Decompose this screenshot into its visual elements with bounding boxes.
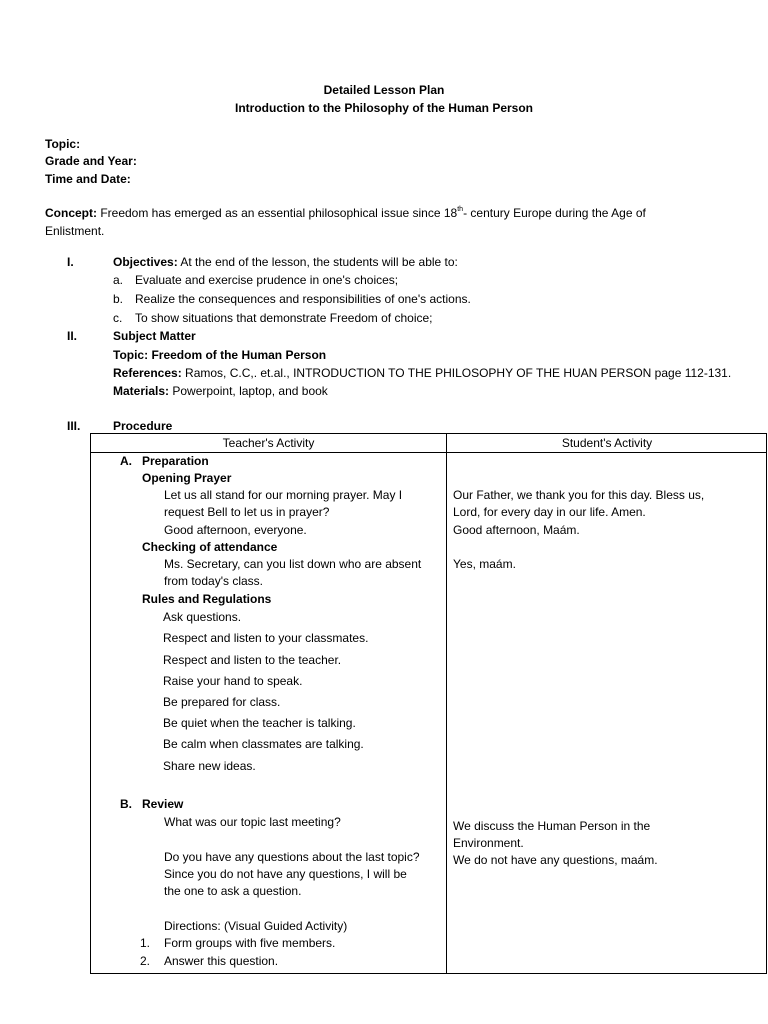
concept-line: [45, 204, 646, 222]
concept-line-2: Enlistment.: [45, 224, 105, 238]
direction-item-1: Form groups with five members.: [164, 936, 336, 950]
attendance-heading: Checking of attendance: [142, 540, 278, 554]
document-title: Detailed Lesson Plan: [323, 83, 445, 97]
grade-label: Grade and Year:: [45, 154, 137, 168]
rule-item: Respect and listen to your classmates.: [163, 631, 369, 645]
objective-letter-b: b.: [113, 292, 124, 306]
materials-line: [113, 382, 328, 400]
procedure-numeral: III.: [67, 419, 81, 433]
objectives-intro: At the end of the lesson, the students will be able to:: [177, 255, 458, 269]
concept-text-b: - century Europe during the Age of: [463, 206, 646, 220]
rule-item: Raise your hand to speak.: [163, 674, 303, 688]
student-prayer-line-1: Our Father, we thank you for this day. Bless us,: [453, 488, 705, 502]
prayer-line-2: request Bell to let us in prayer?: [164, 505, 330, 519]
direction-item-2: Answer this question.: [164, 954, 279, 968]
review-question: What was our topic last meeting?: [164, 815, 341, 829]
review-question-3: Since you do not have any questions, I will be: [164, 867, 407, 881]
subject-topic: Topic: Freedom of the Human Person: [113, 348, 327, 362]
subject-label: Subject Matter: [113, 329, 196, 343]
review-question-4: the one to ask a question.: [164, 884, 302, 898]
references-line: [113, 364, 731, 382]
direction-num-2: 2.: [140, 954, 151, 968]
references-text: Ramos, C.C,. et.al., INTRODUCTION TO THE PHILOSOPHY OF THE HUAN PERSON page 112-131.: [181, 366, 732, 380]
subject-numeral: II.: [67, 329, 78, 343]
rule-item: Share new ideas.: [163, 759, 256, 773]
directions-label: Directions:: [164, 919, 221, 933]
teacher-column-header: Teacher's Activity: [222, 436, 315, 450]
review-question-2: Do you have any questions about the last topic?: [164, 850, 420, 864]
prayer-line-1: Let us all stand for our morning prayer. May I: [164, 488, 403, 502]
student-column-header: Student's Activity: [561, 436, 653, 450]
student-review-line-3: We do not have any questions, maám.: [453, 853, 658, 867]
column-divider: [446, 434, 447, 973]
objective-letter-c: c.: [113, 311, 123, 325]
topic-label: Topic:: [45, 137, 81, 151]
review-letter: B.: [120, 797, 132, 811]
student-greeting: Good afternoon, Maám.: [453, 523, 580, 537]
opening-prayer-heading: Opening Prayer: [142, 471, 232, 485]
rule-item: Be quiet when the teacher is talking.: [163, 716, 356, 730]
rules-heading: Rules and Regulations: [142, 592, 272, 606]
concept-text-a: Freedom has emerged as an essential philosophical issue since 18: [97, 206, 458, 220]
rule-item: Respect and listen to the teacher.: [163, 653, 342, 667]
objectives-line: [113, 253, 458, 271]
procedure-label: Procedure: [113, 419, 173, 433]
direction-num-1: 1.: [140, 936, 151, 950]
materials-label: Materials:: [113, 384, 170, 398]
document-subtitle: Introduction to the Philosophy of the Human Person: [235, 101, 533, 115]
student-review-line-2: Environment.: [453, 836, 524, 850]
rule-item: Be prepared for class.: [163, 695, 281, 709]
student-prayer-line-2: Lord, for every day in our life. Amen.: [453, 505, 646, 519]
concept-sup: th: [457, 206, 464, 213]
preparation-letter: A.: [120, 454, 132, 468]
objective-item-b: Realize the consequences and responsibilities of one's actions.: [135, 292, 471, 306]
concept-label: Concept:: [45, 206, 97, 220]
objective-item-c: To show situations that demonstrate Freedom of choice;: [135, 311, 433, 325]
teacher-greeting: Good afternoon, everyone.: [164, 523, 307, 537]
rule-item: Ask questions.: [163, 610, 242, 624]
directions-text: (Visual Guided Activity): [220, 919, 348, 933]
objective-item-a: Evaluate and exercise prudence in one's choices;: [135, 273, 399, 287]
objective-letter-a: a.: [113, 273, 124, 287]
rule-item: Be calm when classmates are talking.: [163, 737, 364, 751]
time-label: Time and Date:: [45, 172, 131, 186]
directions-line: [164, 918, 347, 935]
activity-table: [90, 433, 767, 974]
attendance-line-1: Ms. Secretary, can you list down who are absent: [164, 557, 422, 571]
review-heading: Review: [142, 797, 184, 811]
attendance-line-2: from today's class.: [164, 574, 263, 588]
student-attendance-reply: Yes, maám.: [453, 557, 516, 571]
references-label: References:: [113, 366, 182, 380]
preparation-heading: Preparation: [142, 454, 209, 468]
student-review-line-1: We discuss the Human Person in the: [453, 819, 651, 833]
materials-text: Powerpoint, laptop, and book: [169, 384, 328, 398]
objectives-label: Objectives:: [113, 255, 178, 269]
objectives-numeral: I.: [67, 255, 74, 269]
